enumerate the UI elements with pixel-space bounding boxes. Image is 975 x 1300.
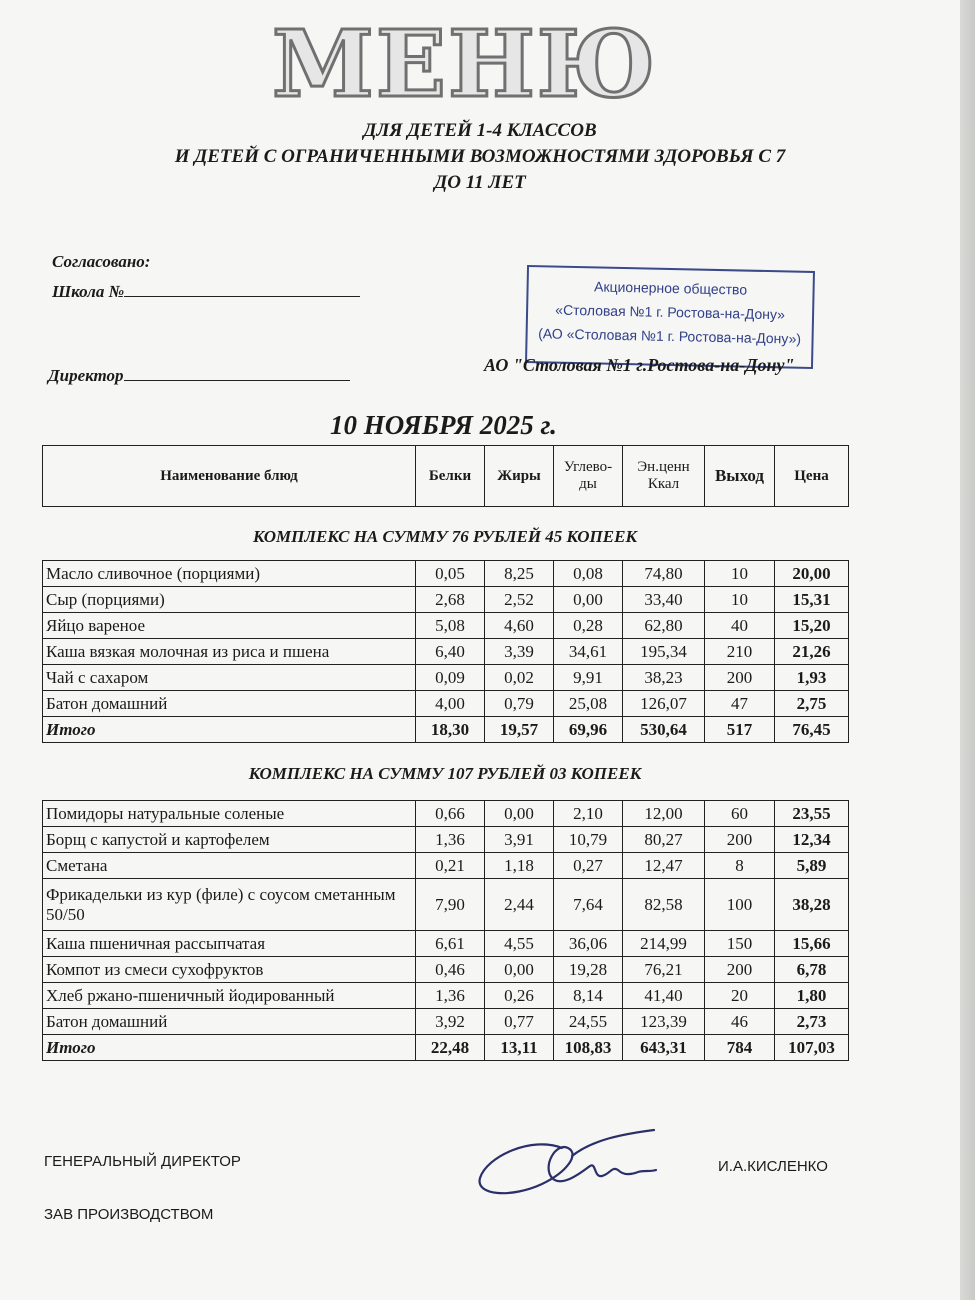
value-cell: 195,34 xyxy=(623,639,705,665)
value-cell: 0,08 xyxy=(554,561,623,587)
value-cell: 2,52 xyxy=(485,587,554,613)
table-row xyxy=(43,827,849,853)
value-cell: 20 xyxy=(705,983,775,1009)
total-label: Итого xyxy=(43,717,416,743)
subtitle-line-3: ДО 11 ЛЕТ xyxy=(434,172,526,193)
value-cell: 4,60 xyxy=(485,613,554,639)
value-cell: 1,18 xyxy=(485,853,554,879)
value-cell: 0,00 xyxy=(485,957,554,983)
value-cell: 60 xyxy=(705,801,775,827)
price-cell: 15,66 xyxy=(775,931,849,957)
total-value: 530,64 xyxy=(623,717,705,743)
value-cell: 8,25 xyxy=(485,561,554,587)
value-cell: 1,36 xyxy=(416,983,485,1009)
col-name: Наименование блюд xyxy=(43,446,416,507)
value-cell: 0,09 xyxy=(416,665,485,691)
value-cell: 76,21 xyxy=(623,957,705,983)
value-cell: 38,23 xyxy=(623,665,705,691)
school-line xyxy=(124,280,360,297)
price-cell: 2,75 xyxy=(775,691,849,717)
total-value: 643,31 xyxy=(623,1035,705,1061)
value-cell: 0,77 xyxy=(485,1009,554,1035)
dish-name: Батон домашний xyxy=(43,691,416,717)
value-cell: 7,64 xyxy=(554,879,623,931)
table-row xyxy=(43,587,849,613)
dish-name: Сыр (порциями) xyxy=(43,587,416,613)
col-energy: Эн.ценн Ккал xyxy=(623,446,705,507)
value-cell: 0,79 xyxy=(485,691,554,717)
table-row xyxy=(43,931,849,957)
value-cell: 200 xyxy=(705,957,775,983)
total-value: 108,83 xyxy=(554,1035,623,1061)
table-row xyxy=(43,561,849,587)
gen-director-label: ГЕНЕРАЛЬНЫЙ ДИРЕКТОР xyxy=(44,1153,241,1170)
value-cell: 126,07 xyxy=(623,691,705,717)
menu-date: 10 НОЯБРЯ 2025 г. xyxy=(330,410,557,440)
director-line xyxy=(124,364,350,381)
value-cell: 100 xyxy=(705,879,775,931)
value-cell: 210 xyxy=(705,639,775,665)
dish-name: Батон домашний xyxy=(43,1009,416,1035)
col-protein: Белки xyxy=(416,446,485,507)
stamp-line-2: «Столовая №1 г. Ростова-на-Дону» xyxy=(555,301,786,323)
price-cell: 6,78 xyxy=(775,957,849,983)
dish-name: Чай с сахаром xyxy=(43,665,416,691)
table-row xyxy=(43,613,849,639)
price-cell: 1,80 xyxy=(775,983,849,1009)
price-cell: 20,00 xyxy=(775,561,849,587)
total-value: 19,57 xyxy=(485,717,554,743)
value-cell: 34,61 xyxy=(554,639,623,665)
value-cell: 0,28 xyxy=(554,613,623,639)
value-cell: 123,39 xyxy=(623,1009,705,1035)
dish-name: Сметана xyxy=(43,853,416,879)
table-row xyxy=(43,853,849,879)
value-cell: 200 xyxy=(705,665,775,691)
value-cell: 9,91 xyxy=(554,665,623,691)
col-carbs: Углево-ды xyxy=(554,446,623,507)
table-row xyxy=(43,957,849,983)
value-cell: 214,99 xyxy=(623,931,705,957)
price-cell: 15,20 xyxy=(775,613,849,639)
value-cell: 8,14 xyxy=(554,983,623,1009)
value-cell: 24,55 xyxy=(554,1009,623,1035)
price-cell: 15,31 xyxy=(775,587,849,613)
dish-name: Помидоры натуральные соленые xyxy=(43,801,416,827)
value-cell: 2,10 xyxy=(554,801,623,827)
organization-name: АО "Столовая №1 г.Ростова-на-Дону" xyxy=(484,355,795,375)
table-row xyxy=(43,1009,849,1035)
agreed-label: Согласовано: xyxy=(52,252,151,271)
page-title: МЕНЮ xyxy=(272,10,658,118)
value-cell: 3,92 xyxy=(416,1009,485,1035)
value-cell: 0,05 xyxy=(416,561,485,587)
table-row xyxy=(43,879,849,931)
total-value: 107,03 xyxy=(775,1035,849,1061)
stamp-line-1: Акционерное общество xyxy=(593,278,748,298)
value-cell: 0,00 xyxy=(485,801,554,827)
value-cell: 0,21 xyxy=(416,853,485,879)
price-cell: 38,28 xyxy=(775,879,849,931)
value-cell: 82,58 xyxy=(623,879,705,931)
value-cell: 74,80 xyxy=(623,561,705,587)
value-cell: 12,47 xyxy=(623,853,705,879)
school-label: Школа № xyxy=(52,282,125,301)
value-cell: 36,06 xyxy=(554,931,623,957)
total-value: 13,11 xyxy=(485,1035,554,1061)
total-row xyxy=(43,717,849,743)
col-price: Цена xyxy=(775,446,849,507)
value-cell: 6,61 xyxy=(416,931,485,957)
total-label: Итого xyxy=(43,1035,416,1061)
signature xyxy=(472,1126,662,1206)
director-field xyxy=(48,364,350,386)
value-cell: 3,39 xyxy=(485,639,554,665)
price-cell: 12,34 xyxy=(775,827,849,853)
total-value: 18,30 xyxy=(416,717,485,743)
total-value: 76,45 xyxy=(775,717,849,743)
director-label: Директор xyxy=(48,366,124,385)
table-row xyxy=(43,665,849,691)
value-cell: 10 xyxy=(705,561,775,587)
value-cell: 40 xyxy=(705,613,775,639)
price-cell: 21,26 xyxy=(775,639,849,665)
complex1-table xyxy=(42,560,849,743)
dish-name: Яйцо вареное xyxy=(43,613,416,639)
production-label: ЗАВ ПРОИЗВОДСТВОМ xyxy=(44,1206,214,1223)
value-cell: 41,40 xyxy=(623,983,705,1009)
table-row xyxy=(43,983,849,1009)
dish-name: Борщ с капустой и картофелем xyxy=(43,827,416,853)
value-cell: 1,36 xyxy=(416,827,485,853)
price-cell: 1,93 xyxy=(775,665,849,691)
value-cell: 25,08 xyxy=(554,691,623,717)
value-cell: 10,79 xyxy=(554,827,623,853)
complex1-title: КОМПЛЕКС НА СУММУ 76 РУБЛЕЙ 45 КОПЕЕК xyxy=(253,527,637,546)
value-cell: 8 xyxy=(705,853,775,879)
value-cell: 19,28 xyxy=(554,957,623,983)
col-fat: Жиры xyxy=(485,446,554,507)
complex2-table xyxy=(42,800,849,1061)
dish-name: Каша пшеничная рассыпчатая xyxy=(43,931,416,957)
stamp-line-3: (АО «Столовая №1 г. Ростова-на-Дону») xyxy=(538,325,802,347)
school-field xyxy=(52,280,360,302)
total-value: 22,48 xyxy=(416,1035,485,1061)
subtitle-line-1: ДЛЯ ДЕТЕЙ 1-4 КЛАССОВ xyxy=(363,120,597,141)
value-cell: 4,55 xyxy=(485,931,554,957)
value-cell: 80,27 xyxy=(623,827,705,853)
dish-name: Фрикадельки из кур (филе) с соусом сметанным 50/50 xyxy=(43,879,416,931)
total-value: 517 xyxy=(705,717,775,743)
value-cell: 5,08 xyxy=(416,613,485,639)
value-cell: 4,00 xyxy=(416,691,485,717)
value-cell: 12,00 xyxy=(623,801,705,827)
total-row xyxy=(43,1035,849,1061)
complex2-title: КОМПЛЕКС НА СУММУ 107 РУБЛЕЙ 03 КОПЕЕК xyxy=(248,764,642,783)
total-value: 784 xyxy=(705,1035,775,1061)
value-cell: 0,00 xyxy=(554,587,623,613)
value-cell: 10 xyxy=(705,587,775,613)
price-cell: 5,89 xyxy=(775,853,849,879)
value-cell: 7,90 xyxy=(416,879,485,931)
value-cell: 2,44 xyxy=(485,879,554,931)
director-name: И.А.КИСЛЕНКО xyxy=(718,1158,828,1175)
dish-name: Каша вязкая молочная из риса и пшена xyxy=(43,639,416,665)
value-cell: 0,02 xyxy=(485,665,554,691)
value-cell: 200 xyxy=(705,827,775,853)
sheet-edge xyxy=(960,0,975,1300)
dish-name: Масло сливочное (порциями) xyxy=(43,561,416,587)
table-row xyxy=(43,691,849,717)
value-cell: 62,80 xyxy=(623,613,705,639)
value-cell: 0,26 xyxy=(485,983,554,1009)
dish-name: Компот из смеси сухофруктов xyxy=(43,957,416,983)
price-cell: 23,55 xyxy=(775,801,849,827)
value-cell: 150 xyxy=(705,931,775,957)
dish-name: Хлеб ржано-пшеничный йодированный xyxy=(43,983,416,1009)
value-cell: 2,68 xyxy=(416,587,485,613)
value-cell: 46 xyxy=(705,1009,775,1035)
price-cell: 2,73 xyxy=(775,1009,849,1035)
value-cell: 3,91 xyxy=(485,827,554,853)
table-row xyxy=(43,801,849,827)
value-cell: 6,40 xyxy=(416,639,485,665)
table-row xyxy=(43,639,849,665)
value-cell: 0,66 xyxy=(416,801,485,827)
company-stamp xyxy=(525,265,815,369)
col-yield: Выход xyxy=(705,446,775,507)
subtitle-line-2: И ДЕТЕЙ С ОГРАНИЧЕННЫМИ ВОЗМОЖНОСТЯМИ ЗДОРОВЬЯ С 7 xyxy=(174,146,786,167)
header-table xyxy=(42,445,849,507)
value-cell: 47 xyxy=(705,691,775,717)
total-value: 69,96 xyxy=(554,717,623,743)
value-cell: 33,40 xyxy=(623,587,705,613)
value-cell: 0,27 xyxy=(554,853,623,879)
value-cell: 0,46 xyxy=(416,957,485,983)
